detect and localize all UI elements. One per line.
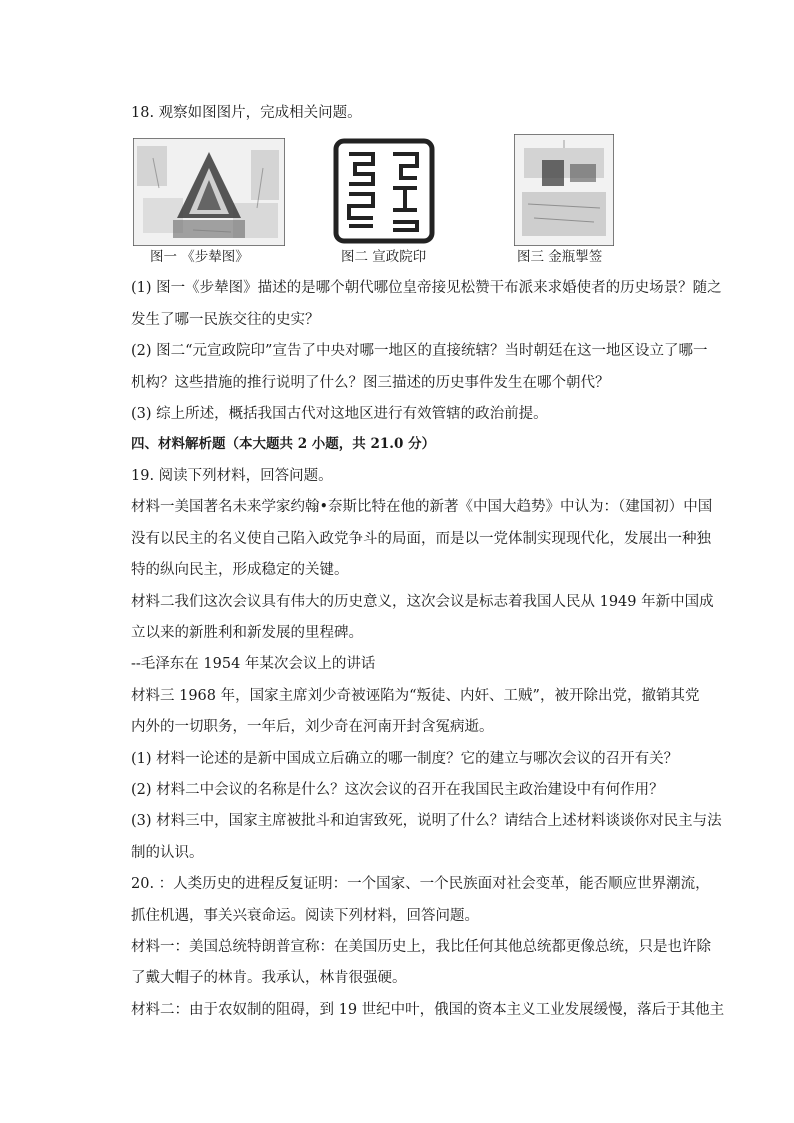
figure-3-lottery [514, 134, 614, 246]
question-18-line-4: 机构？这些措施的推行说明了什么？图三描述的历史事件发生在哪个朝代？ [131, 375, 610, 391]
question-19-line-3: 没有以民主的名义使自己陷入政党争斗的局面，而是以一党体制实现现代化，发展出一种独 [131, 531, 711, 547]
question-18-line-2: 发生了哪一民族交往的史实？ [131, 312, 320, 328]
question-19-line-7: --毛泽东在 1954 年某次会议上的讲话 [131, 656, 376, 672]
question-20-line-4: 了戴大帽子的林肯。我承认，林肯很强硬。 [131, 970, 407, 986]
figure-1-caption: 图一 《步辇图》 [150, 249, 249, 265]
question-19-line-4: 特的纵向民主，形成稳定的关键。 [131, 562, 349, 578]
seal-image [333, 138, 435, 246]
question-19-line-1: 19. 阅读下列材料，回答问题。 [131, 468, 333, 484]
figure-2-caption: 图二 宣政院印 [341, 249, 427, 265]
question-19-line-13: 制的认识。 [131, 845, 204, 861]
question-19-line-8: 材料三 1968 年，国家主席刘少奇被诬陷为“叛徒、内奸、工贼”，被开除出党，撤销其党 [131, 688, 700, 704]
question-20-line-5: 材料二：由于农奴制的阻碍，到 19 世纪中叶，俄国的资本主义工业发展缓慢，落后于其他主 [131, 1002, 725, 1018]
lottery-image [514, 134, 614, 246]
question-19-line-6: 立以来的新胜利和新发展的里程碑。 [131, 625, 363, 641]
question-18-line-5: (3) 综上所述，概括我国古代对这地区进行有效管辖的政治前提。 [131, 406, 548, 422]
section-heading: 四、材料解析题（本大题共 2 小题，共 21.0 分） [131, 436, 436, 452]
question-19-line-12: (3) 材料三中，国家主席被批斗和迫害致死，说明了什么？请结合上述材料谈谈你对民主与法 [131, 813, 722, 829]
question-19-line-2: 材料一美国著名未来学家约翰•奈斯比特在他的新著《中国大趋势》中认为：（建国初）中国 [131, 499, 713, 515]
question-19-line-11: (2) 材料二中会议的名称是什么？这次会议的召开在我国民主政治建设中有何作用？ [131, 782, 664, 798]
question-19-line-5: 材料二我们这次会议具有伟大的历史意义，这次会议是标志着我国人民从 1949 年新中国成 [131, 594, 714, 610]
question-19-line-10: (1) 材料一论述的是新中国成立后确立的哪一制度？它的建立与哪次会议的召开有关？ [131, 751, 679, 767]
question-18-heading: 18. 观察如图图片，完成相关问题。 [131, 105, 362, 121]
question-20-line-3: 材料一：美国总统特朗普宣称：在美国历史上，我比任何其他总统都更像总统，只是也许除 [131, 939, 711, 955]
question-18-line-1: (1) 图一《步辇图》描述的是哪个朝代哪位皇帝接见松赞干布派来求婚使者的历史场景？随之 [131, 280, 722, 296]
painting-image [133, 138, 285, 246]
figure-1-painting [133, 138, 285, 246]
question-19-line-9: 内外的一切职务，一年后，刘少奇在河南开封含冤病逝。 [131, 719, 494, 735]
question-20-line-1: 20. ：人类历史的进程反复证明：一个国家、一个民族面对社会变革，能否顺应世界潮流， [131, 876, 710, 892]
question-18-line-3: (2) 图二“元宣政院印”宣告了中央对哪一地区的直接统辖？当时朝廷在这一地区设立了哪一 [131, 343, 708, 359]
question-20-line-2: 抓住机遇，事关兴衰命运。阅读下列材料，回答问题。 [131, 908, 479, 924]
figure-2-seal [333, 138, 435, 246]
figure-3-caption: 图三 金瓶掣签 [517, 249, 603, 265]
